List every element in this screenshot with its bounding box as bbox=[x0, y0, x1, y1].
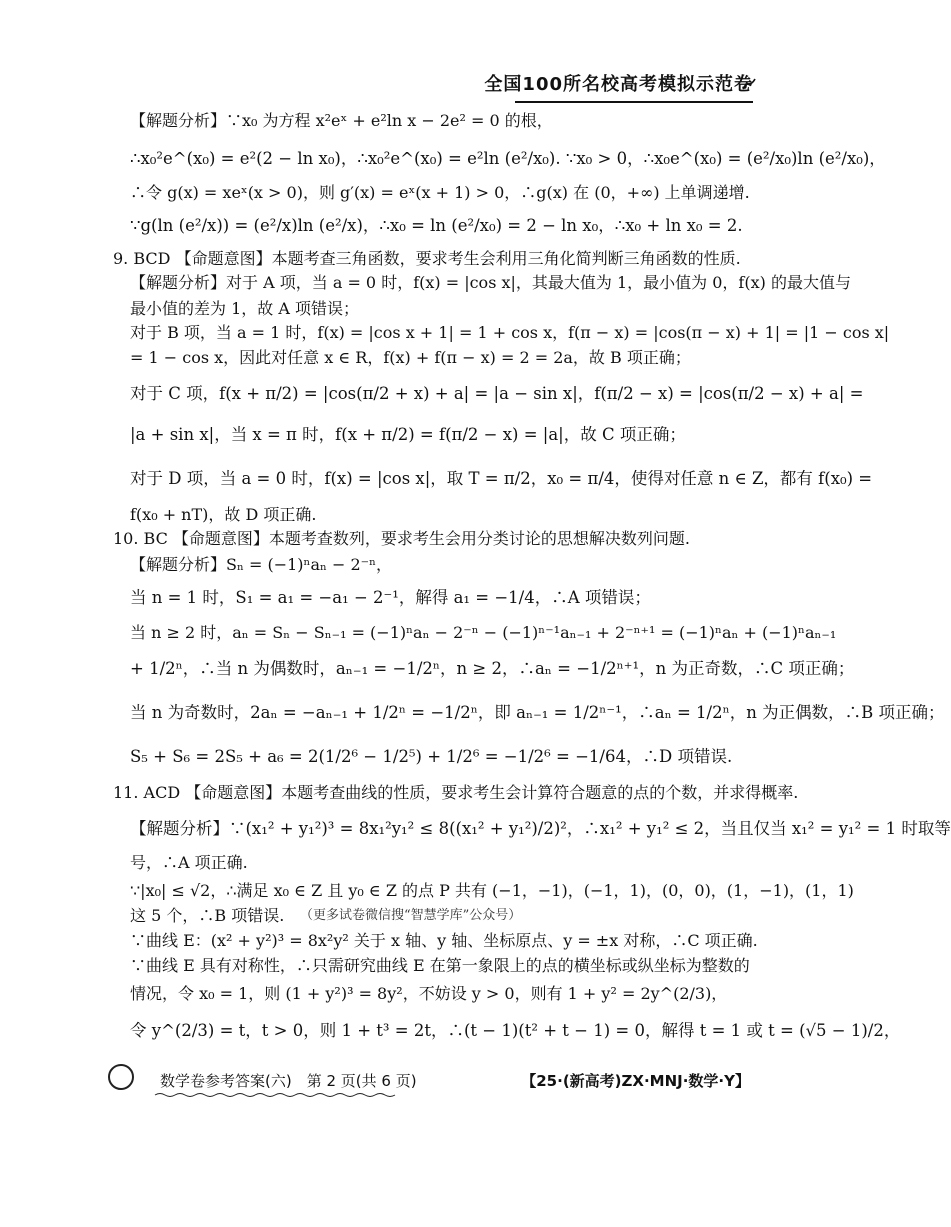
wavy-underline bbox=[155, 1092, 395, 1098]
text-line: 最小值的差为 1，故 A 项错误； bbox=[130, 299, 359, 318]
text-line: 对于 D 项，当 a = 0 时，f(x) = |cos x|，取 T = π/2，x₀ = π/4，使得对任意 n ∈ Z，都有 f(x₀) = bbox=[130, 469, 873, 488]
text-line: ∴令 g(x) = xeˣ(x > 0)，则 g′(x) = eˣ(x + 1) > 0，∴g(x) 在 (0，+∞) 上单调递增. bbox=[130, 183, 750, 202]
text-line: 【解题分析】对于 A 项，当 a = 0 时，f(x) = |cos x|，其最大值为 1，最小值为 0，f(x) 的最大值与 bbox=[130, 273, 851, 292]
text-line: ∵|x₀| ≤ √2，∴满足 x₀ ∈ Z 且 y₀ ∈ Z 的点 P 共有 (−1，−1)，(−1，1)，(0，0)，(1，−1)，(1，1) bbox=[130, 881, 854, 900]
series-title: 全国100所名校高考模拟示范卷 bbox=[484, 74, 753, 95]
watermark-note: （更多试卷微信搜“智慧学库”公众号） bbox=[300, 908, 522, 923]
text-line: 对于 C 项，f(x + π/2) = |cos(π/2 + x) + a| = |a − sin x|，f(π/2 − x) = |cos(π/2 − x) + a| = bbox=[130, 384, 864, 403]
text-line: 情况，令 x₀ = 1，则 (1 + y²)³ = 8y²，不妨设 y > 0，则有 1 + y² = 2y^(2/3)， bbox=[130, 984, 728, 1003]
text-line: 当 n ≥ 2 时，aₙ = Sₙ − Sₙ₋₁ = (−1)ⁿaₙ − 2⁻ⁿ − (−1)ⁿ⁻¹aₙ₋₁ + 2⁻ⁿ⁺¹ = (−1)ⁿaₙ + (−1)ⁿaₙ₋₁ bbox=[130, 623, 837, 642]
text-line: |a + sin x|，当 x = π 时，f(x + π/2) = f(π/2 − x) = |a|，故 C 项正确； bbox=[130, 425, 686, 444]
text-line: 当 n = 1 时，S₁ = a₁ = −a₁ − 2⁻¹，解得 a₁ = −1/4，∴A 项错误； bbox=[130, 588, 651, 607]
text-line: ∴x₀²e^(x₀) = e²(2 − ln x₀)，∴x₀²e^(x₀) = e²ln (e²/x₀). ∵x₀ > 0，∴x₀e^(x₀) = (e²/x₀)ln (e²/x₀)， bbox=[130, 149, 886, 168]
text-line: 这 5 个，∴B 项错误. bbox=[130, 906, 285, 925]
text-line: 【解题分析】∵(x₁² + y₁²)³ = 8x₁²y₁² ≤ 8((x₁² + y₁²)/2)²，∴x₁² + y₁² ≤ 2，当且仅当 x₁² = y₁² = 1 时取等 bbox=[130, 819, 951, 838]
header-rule bbox=[515, 101, 753, 103]
text-line: f(x₀ + nT)，故 D 项正确. bbox=[130, 505, 317, 524]
text-line: 当 n 为奇数时，2aₙ = −aₙ₋₁ + 1/2ⁿ = −1/2ⁿ，即 aₙ₋₁ = 1/2ⁿ⁻¹，∴aₙ = 1/2ⁿ，n 为正偶数，∴B 项正确； bbox=[130, 703, 945, 722]
footer-page-info: 数学卷参考答案(六) 第 2 页(共 6 页) bbox=[160, 1072, 417, 1090]
text-line: 令 y^(2/3) = t，t > 0，则 1 + t³ = 2t，∴(t − 1)(t² + t − 1) = 0，解得 t = 1 或 t = (√5 − 1)/2， bbox=[130, 1021, 901, 1040]
text-line: + 1/2ⁿ，∴当 n 为偶数时，aₙ₋₁ = −1/2ⁿ，n ≥ 2，∴aₙ = −1/2ⁿ⁺¹，n 为正奇数，∴C 项正确； bbox=[130, 659, 855, 678]
text-line: ∵曲线 E 具有对称性，∴只需研究曲线 E 在第一象限上的点的横坐标或纵坐标为整数的 bbox=[130, 956, 750, 975]
question-10-heading: 10. BC 【命题意图】本题考查数列，要求考生会用分类讨论的思想解决数列问题. bbox=[113, 529, 691, 548]
question-11-heading: 11. ACD 【命题意图】本题考查曲线的性质，要求考生会计算符合题意的点的个数，并求得概率. bbox=[113, 783, 799, 802]
text-line: ∵曲线 E：(x² + y²)³ = 8x²y² 关于 x 轴、y 轴、坐标原点、y = ±x 对称，∴C 项正确. bbox=[130, 931, 758, 950]
text-line: = 1 − cos x，因此对任意 x ∈ R，f(x) + f(π − x) = 2 = 2a，故 B 项正确； bbox=[130, 348, 691, 367]
pen-icon bbox=[742, 78, 756, 90]
text-line: 【解题分析】Sₙ = (−1)ⁿaₙ − 2⁻ⁿ， bbox=[130, 555, 393, 574]
text-line: ∵g(ln (e²/x)) = (e²/x)ln (e²/x)，∴x₀ = ln (e²/x₀) = 2 − ln x₀，∴x₀ + ln x₀ = 2. bbox=[130, 216, 743, 235]
text-line: 对于 B 项，当 a = 1 时，f(x) = |cos x + 1| = 1 + cos x，f(π − x) = |cos(π − x) + 1| = |1 − cos x| bbox=[130, 323, 890, 342]
question-9-heading: 9. BCD 【命题意图】本题考查三角函数，要求考生会利用三角化简判断三角函数的性质. bbox=[113, 249, 741, 268]
text-line: 号，∴A 项正确. bbox=[130, 853, 248, 872]
text-line: 【解题分析】∵x₀ 为方程 x²eˣ + e²ln x − 2e² = 0 的根， bbox=[130, 111, 553, 130]
footer-code: 【25·(新高考)ZX·MNJ·数学·Y】 bbox=[521, 1072, 750, 1090]
publisher-logo-icon bbox=[108, 1064, 134, 1090]
text-line: S₅ + S₆ = 2S₅ + a₆ = 2(1/2⁶ − 1/2⁵) + 1/2⁶ = −1/2⁶ = −1/64，∴D 项错误. bbox=[130, 747, 733, 766]
